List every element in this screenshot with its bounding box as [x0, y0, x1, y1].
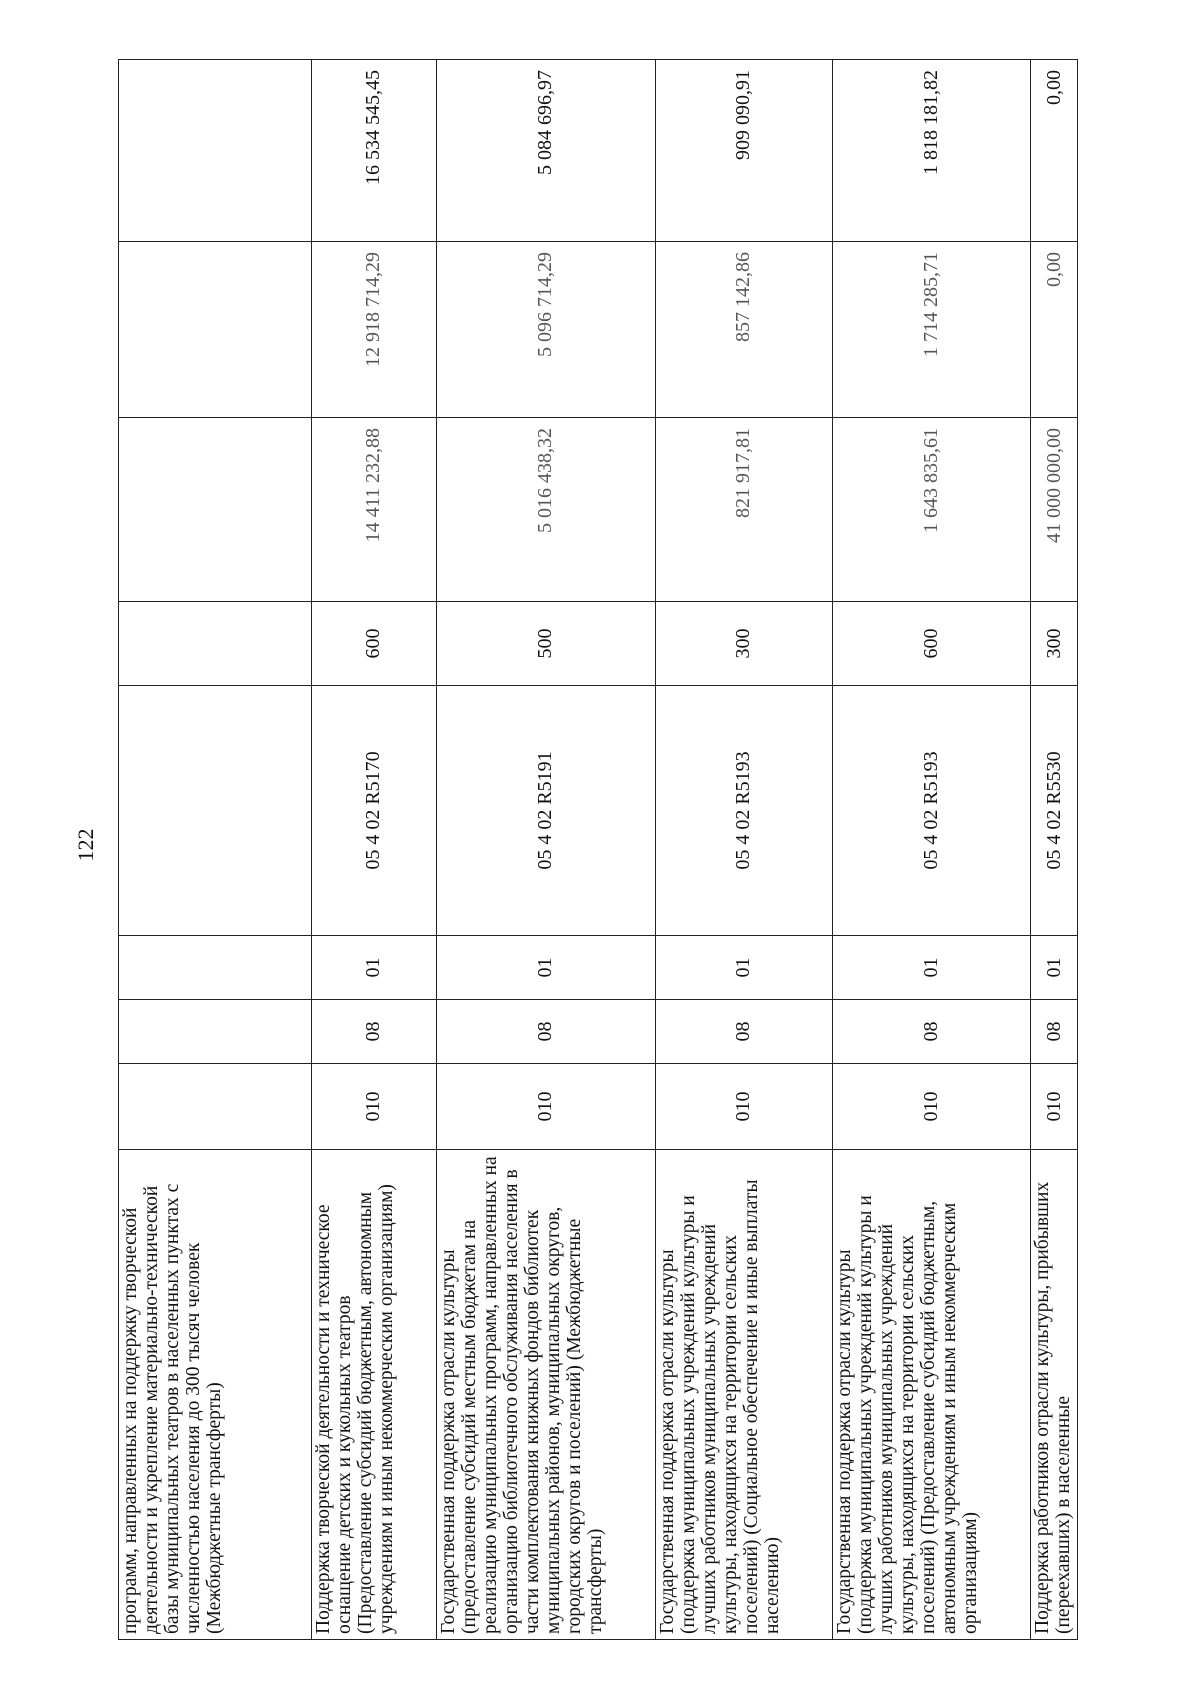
row-description: Поддержка творческой деятельности и техническое оснащение детских и кукольных театров (Предоставление субсидий бюджетным, автономным учреждениям и иным некоммерческим организациям)	[311, 1150, 436, 1640]
section-code: 08	[436, 1000, 655, 1064]
expense-type	[119, 602, 312, 686]
amount-2: 12 918 714,29	[311, 242, 436, 418]
budget-table	[118, 59, 1078, 1640]
table-row	[833, 60, 1031, 1640]
amount-3: 909 090,91	[655, 60, 832, 242]
ministry-code: 010	[436, 1064, 655, 1150]
page-number: 122	[73, 828, 98, 862]
table-row	[1031, 60, 1078, 1640]
section-code: 08	[655, 1000, 832, 1064]
section-code: 08	[1031, 1000, 1078, 1064]
amount-3: 5 084 696,97	[436, 60, 655, 242]
amount-3: 1 818 181,82	[833, 60, 1031, 242]
section-code: 08	[833, 1000, 1031, 1064]
amount-2: 5 096 714,29	[436, 242, 655, 418]
amount-3: 16 534 545,45	[311, 60, 436, 242]
amount-2: 857 142,86	[655, 242, 832, 418]
subsection-code: 01	[311, 936, 436, 1000]
section-code: 08	[311, 1000, 436, 1064]
subsection-code: 01	[436, 936, 655, 1000]
section-code	[119, 1000, 312, 1064]
rotated-table-container	[118, 60, 1078, 1640]
amount-2	[119, 242, 312, 418]
amount-3	[119, 60, 312, 242]
table-row	[655, 60, 832, 1640]
target-article: 05 4 02 R5191	[436, 686, 655, 936]
amount-2: 0,00	[1031, 242, 1078, 418]
row-description: программ, направленных на поддержку творческой деятельности и укрепление материально-технической базы муниципальных театров в населенных пунктах с численностью населения до 300 тысяч человек (Межбюджетные трансферты)	[119, 1150, 312, 1640]
target-article: 05 4 02 R5193	[833, 686, 1031, 936]
amount-1: 14 411 232,88	[311, 418, 436, 602]
amount-1: 821 917,81	[655, 418, 832, 602]
subsection-code: 01	[1031, 936, 1078, 1000]
expense-type: 500	[436, 602, 655, 686]
subsection-code: 01	[833, 936, 1031, 1000]
target-article: 05 4 02 R5193	[655, 686, 832, 936]
target-article: 05 4 02 R5170	[311, 686, 436, 936]
expense-type: 600	[311, 602, 436, 686]
table-row	[119, 60, 312, 1640]
target-article: 05 4 02 R5530	[1031, 686, 1078, 936]
expense-type: 300	[1031, 602, 1078, 686]
row-description: Государственная поддержка отрасли культуры (поддержка муниципальных учреждений культуры и лучших работников муниципальных учреждений культуры, находящихся на территории сельских поселений) (Социальное обеспечение и иные выплаты населению)	[655, 1150, 832, 1640]
target-article	[119, 686, 312, 936]
amount-1	[119, 418, 312, 602]
amount-1: 41 000 000,00	[1031, 418, 1078, 602]
expense-type: 600	[833, 602, 1031, 686]
subsection-code	[119, 936, 312, 1000]
table-row	[311, 60, 436, 1640]
table-row	[436, 60, 655, 1640]
subsection-code: 01	[655, 936, 832, 1000]
ministry-code: 010	[1031, 1064, 1078, 1150]
amount-1: 5 016 438,32	[436, 418, 655, 602]
amount-2: 1 714 285,71	[833, 242, 1031, 418]
row-description: Поддержка работников отрасли культуры, прибывших (переехавших) в населенные	[1031, 1150, 1078, 1640]
ministry-code: 010	[655, 1064, 832, 1150]
ministry-code: 010	[833, 1064, 1031, 1150]
amount-1: 1 643 835,61	[833, 418, 1031, 602]
row-description: Государственная поддержка отрасли культуры (поддержка муниципальных учреждений культуры и лучших работников муниципальных учреждений культуры, находящихся на территории сельских поселений) (Предоставление субсидий бюджетным, автономным учреждениям и иным некоммерческим организациям)	[833, 1150, 1031, 1640]
ministry-code	[119, 1064, 312, 1150]
ministry-code: 010	[311, 1064, 436, 1150]
expense-type: 300	[655, 602, 832, 686]
row-description: Государственная поддержка отрасли культуры (предоставление субсидий местным бюджетам на реализацию муниципальных программ, направленных на организацию библиотечного обслуживания населения в части комплектования книжных фондов библиотек муниципальных районов, муниципальных округов, городских округов и поселений) (Межбюджетные трансферты)	[436, 1150, 655, 1640]
amount-3: 0,00	[1031, 60, 1078, 242]
